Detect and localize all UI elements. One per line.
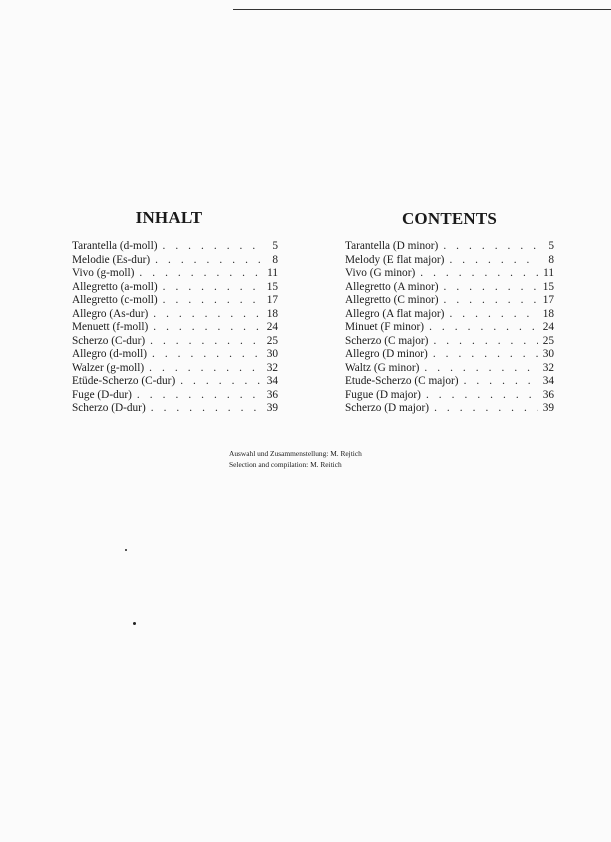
english-toc-entry (345, 348, 554, 362)
dot-leader (444, 254, 538, 268)
entry-title: Allegretto (c-moll) (72, 294, 158, 306)
dot-leader (158, 281, 262, 295)
entry-page-number: 18 (542, 307, 554, 320)
dot-leader (158, 294, 262, 308)
dot-leader (415, 267, 538, 281)
dot-leader (145, 335, 262, 349)
entry-page-number: 36 (266, 388, 278, 401)
entry-title: Melodie (Es-dur) (72, 253, 151, 266)
entry-title: Scherzo (C major) (345, 334, 429, 347)
dot-leader (144, 362, 262, 376)
entry-page-number: 32 (542, 361, 554, 374)
english-toc-entry (345, 240, 554, 254)
german-toc-entry (72, 267, 278, 281)
dot-leader (175, 375, 262, 389)
german-toc-list (72, 240, 278, 416)
top-rule (233, 9, 611, 10)
entry-title: Vivo (g-moll) (72, 267, 135, 279)
dot-leader (439, 294, 539, 308)
entry-page-number: 39 (542, 402, 554, 414)
dot-leader (459, 375, 538, 389)
entry-title: Allegro (D minor) (345, 348, 428, 360)
credits (229, 448, 362, 470)
english-toc-entry (345, 267, 554, 281)
german-toc-entry (72, 308, 278, 322)
dot-leader (419, 362, 538, 376)
entry-title: Tarantella (D minor) (345, 240, 439, 252)
entry-title: Tarantella (d-moll) (72, 240, 158, 252)
entry-title: Scherzo (D-dur) (72, 402, 146, 414)
entry-title: Walzer (g-moll) (72, 361, 145, 374)
entry-title: Scherzo (C-dur) (72, 334, 146, 347)
credits-german: Auswahl und Zusammenstellung: M. Rejtich (229, 449, 362, 458)
dot-leader (132, 389, 262, 403)
entry-page-number: 30 (266, 348, 278, 360)
dot-leader (439, 281, 539, 295)
entry-title: Allegretto (A minor) (345, 280, 439, 293)
entry-title: Allegro (A flat major) (345, 307, 445, 320)
entry-title: Menuett (f-moll) (72, 321, 149, 333)
entry-page-number: 25 (266, 334, 278, 347)
german-toc-entry (72, 335, 278, 349)
dot-leader (428, 335, 538, 349)
entry-page-number: 15 (266, 280, 278, 293)
german-toc-entry (72, 362, 278, 376)
dot-leader (428, 348, 538, 362)
entry-title: Allegretto (a-moll) (72, 280, 158, 293)
entry-page-number: 25 (542, 334, 554, 347)
english-toc-entry (345, 375, 554, 389)
entry-page-number: 34 (542, 375, 554, 387)
entry-page-number: 5 (548, 240, 554, 252)
german-heading: INHALT (135, 208, 203, 227)
entry-title: Waltz (G minor) (345, 361, 420, 374)
dot-leader (148, 308, 262, 322)
entry-title: Etüde-Scherzo (C-dur) (72, 375, 176, 387)
german-toc-entry (72, 254, 278, 268)
english-toc-entry (345, 389, 554, 403)
entry-title: Fugue (D major) (345, 388, 421, 401)
dot-leader (429, 402, 538, 416)
entry-page-number: 34 (266, 375, 278, 387)
english-toc-entry (345, 335, 554, 349)
entry-page-number: 18 (266, 307, 278, 320)
german-toc-entry (72, 389, 278, 403)
entry-title: Scherzo (D major) (345, 402, 430, 414)
entry-title: Allegro (d-moll) (72, 348, 147, 360)
entry-page-number: 8 (272, 253, 278, 266)
speck (125, 549, 127, 551)
entry-title: Minuet (F minor) (345, 321, 425, 333)
entry-page-number: 11 (543, 267, 554, 279)
german-contents (72, 208, 278, 416)
dot-leader (134, 267, 262, 281)
english-toc-entry (345, 308, 554, 322)
english-toc-entry (345, 321, 554, 335)
german-toc-entry (72, 321, 278, 335)
dot-leader (424, 321, 538, 335)
english-contents (345, 208, 554, 416)
german-toc-entry (72, 402, 278, 416)
entry-title: Allegretto (C minor) (345, 294, 439, 306)
entry-title: Fuge (D-dur) (72, 388, 132, 401)
entry-page-number: 39 (266, 402, 278, 414)
english-heading: CONTENTS (401, 209, 498, 228)
dot-leader (157, 240, 262, 254)
entry-title: Etude-Scherzo (C major) (345, 375, 459, 387)
english-toc-entry (345, 362, 554, 376)
dot-leader (150, 254, 262, 268)
dot-leader (146, 402, 262, 416)
entry-title: Vivo (G minor) (345, 267, 416, 279)
dot-leader (147, 348, 262, 362)
entry-page-number: 15 (542, 280, 554, 293)
speck (133, 622, 136, 625)
entry-page-number: 24 (542, 321, 554, 333)
entry-title: Allegro (As-dur) (72, 307, 149, 320)
entry-page-number: 17 (266, 294, 278, 306)
credits-english: Selection and compilation: M. Reitich (229, 460, 342, 469)
german-toc-entry (72, 281, 278, 295)
dot-leader (148, 321, 262, 335)
entry-page-number: 30 (542, 348, 554, 360)
english-toc-entry (345, 294, 554, 308)
entry-page-number: 8 (548, 253, 554, 266)
entry-page-number: 36 (542, 388, 554, 401)
dot-leader (421, 389, 538, 403)
entry-page-number: 17 (542, 294, 554, 306)
entry-page-number: 32 (266, 361, 278, 374)
entry-page-number: 24 (266, 321, 278, 333)
german-toc-entry (72, 240, 278, 254)
german-toc-entry (72, 294, 278, 308)
english-toc-entry (345, 281, 554, 295)
english-toc-entry (345, 254, 554, 268)
dot-leader (444, 308, 538, 322)
entry-title: Melody (E flat major) (345, 253, 445, 266)
entry-page-number: 5 (272, 240, 278, 252)
english-toc-list (345, 240, 554, 416)
dot-leader (438, 240, 538, 254)
german-toc-entry (72, 375, 278, 389)
german-toc-entry (72, 348, 278, 362)
entry-page-number: 11 (267, 267, 278, 279)
english-toc-entry (345, 402, 554, 416)
